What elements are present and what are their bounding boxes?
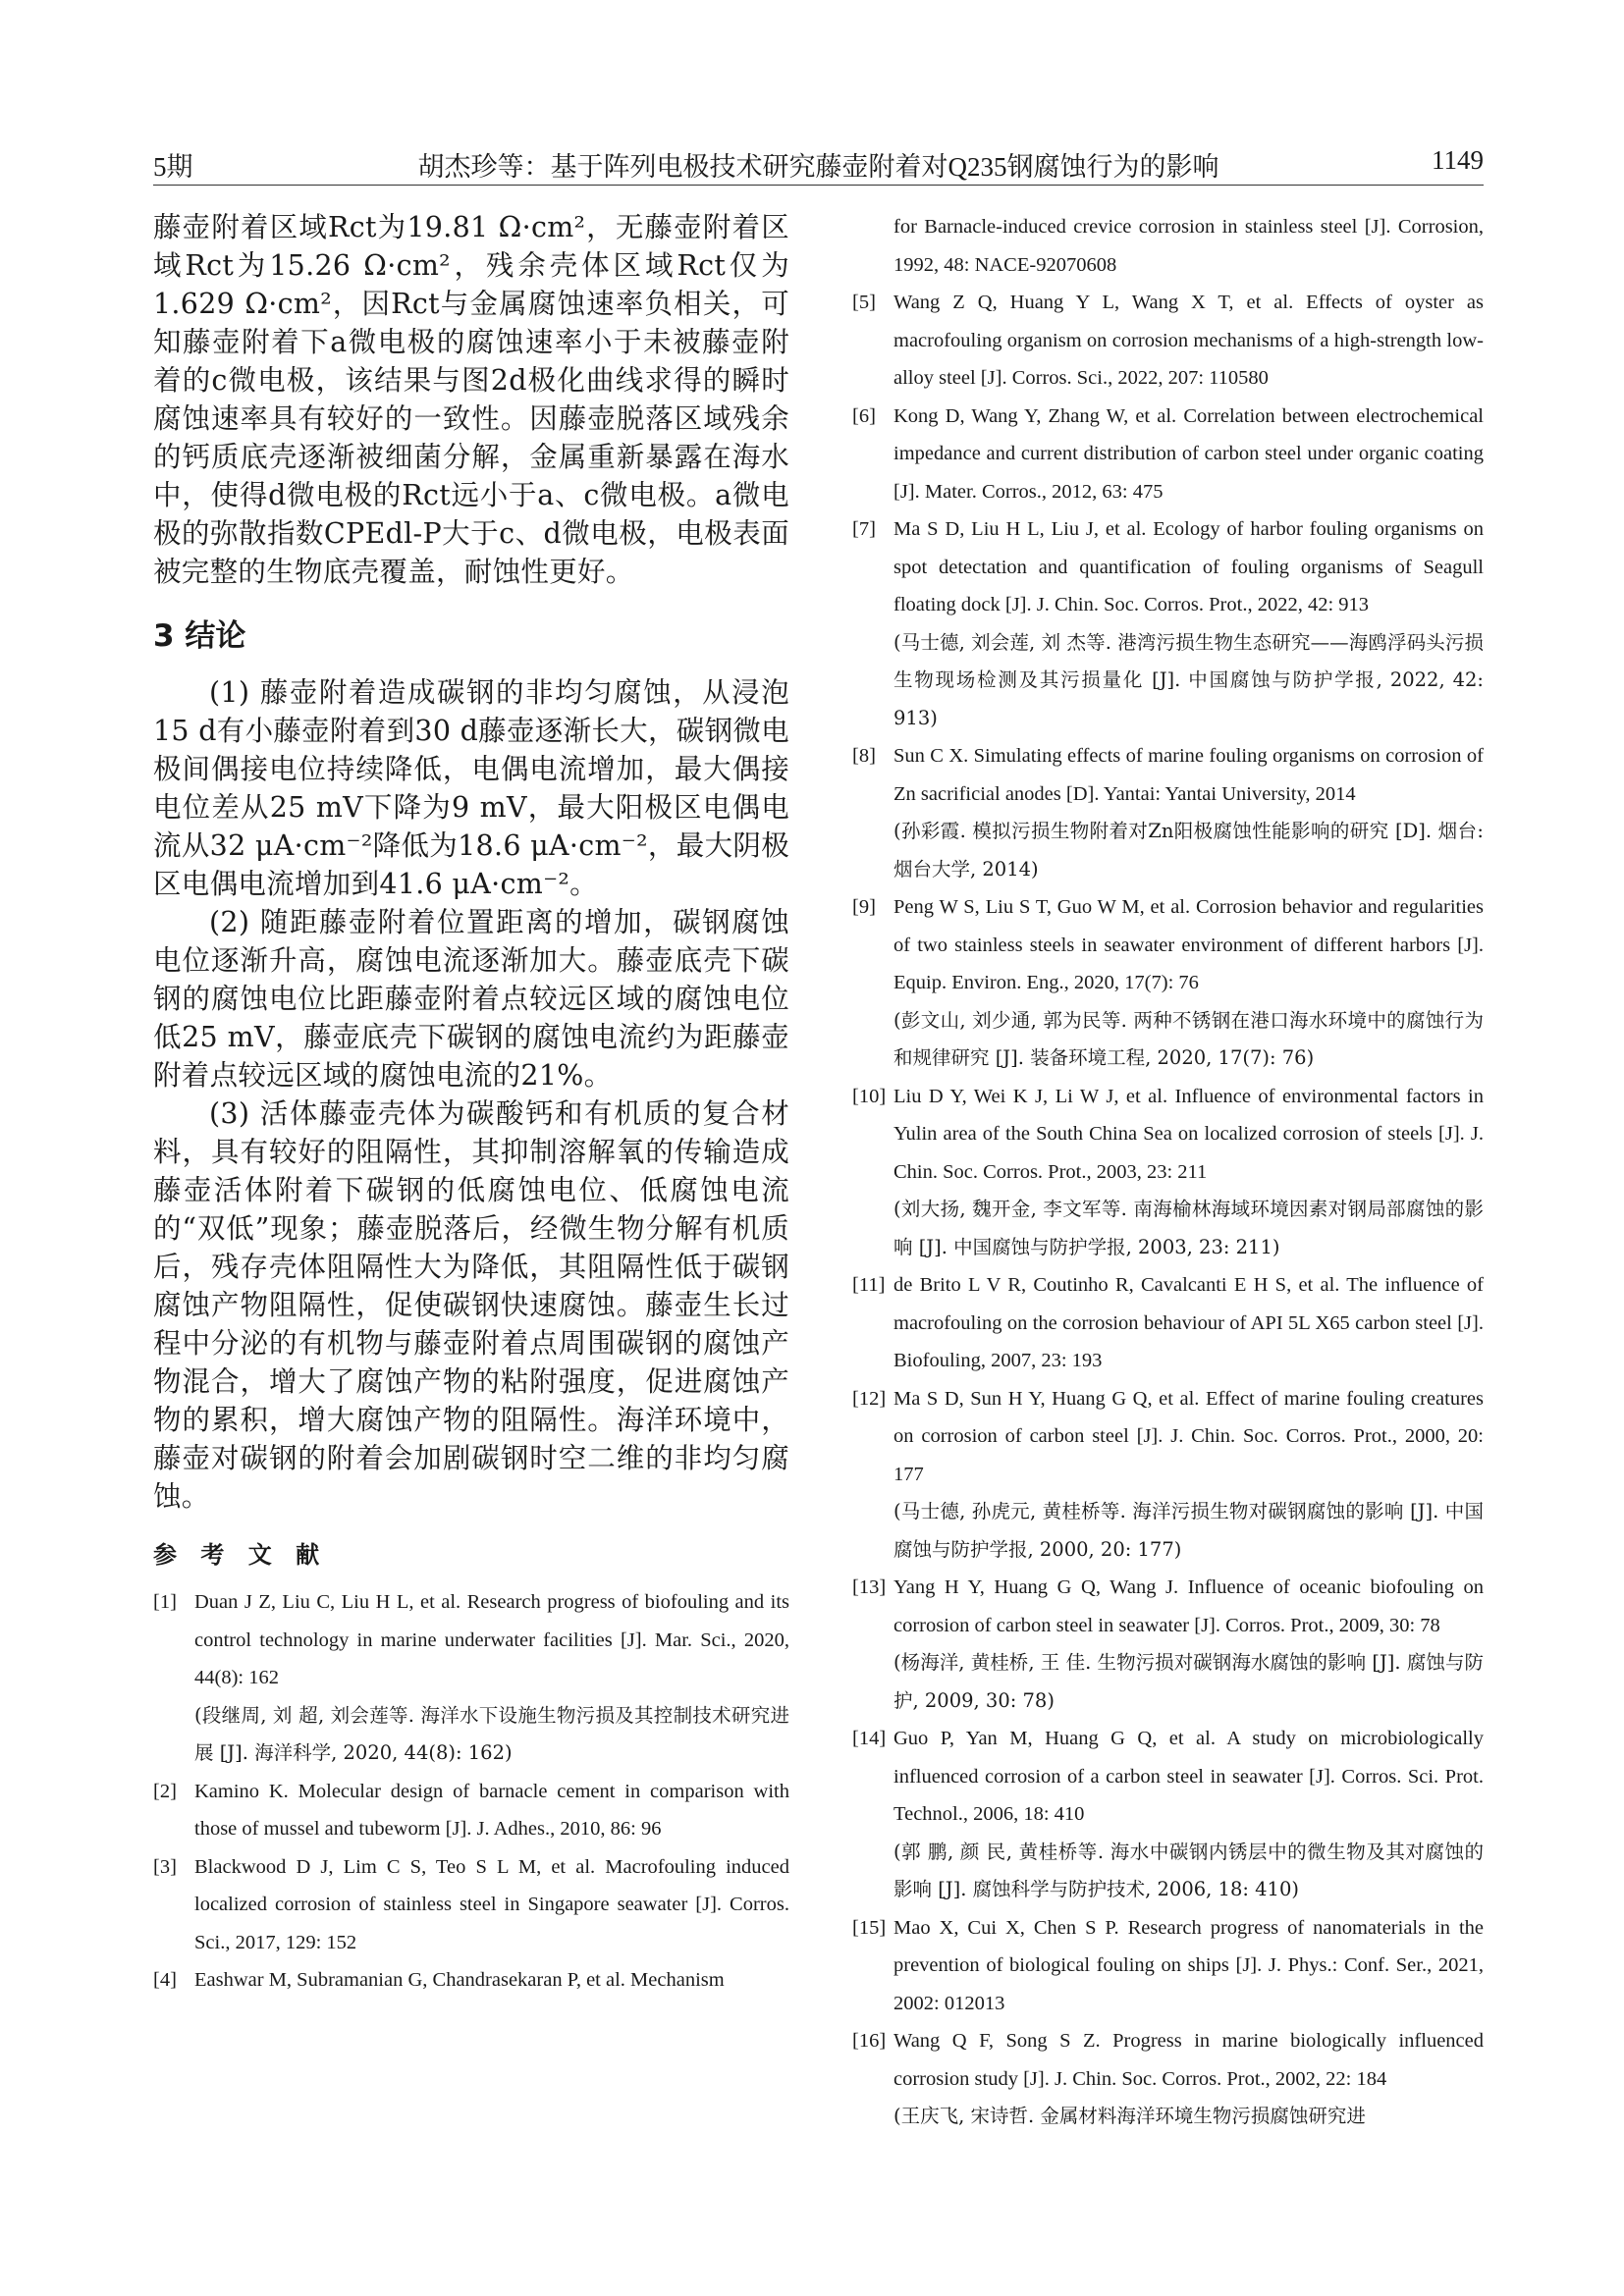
reference-text: Blackwood D J, Lim C S, Teo S L M, et al. Macrofouling induced localized corrosion of stainless steel in Singapore seawater [J]. Corros. Sci., 2017, 129: 152 [194, 1855, 789, 1953]
reference-number: [7] [852, 518, 876, 540]
reference-text: Ma S D, Liu H L, Liu J, et al. Ecology of harbor fouling organisms on spot detectation and quantification of fouling organisms of Seagull floating dock [J]. J. Chin. Soc. Corros. Prot., 2022, 42: 913 [893, 518, 1484, 615]
reference-text: Mao X, Cui X, Chen S P. Research progress of nanomaterials in the prevention of biological fouling on ships [J]. J. Phys.: Conf. Ser., 2021, 2002: 012013 [893, 1916, 1484, 2014]
page-number: 1149 [1432, 145, 1484, 175]
reference-number: [1] [153, 1591, 177, 1613]
reference-translation: (段继周, 刘 超, 刘会莲等. 海洋水下设施生物污损及其控制技术研究进展 [J]. 海洋科学, 2020, 44(8): 162) [194, 1703, 789, 1764]
section-title: 3 结论 [153, 618, 246, 654]
reference-number: [14] [852, 1728, 887, 1749]
running-title: 胡杰珍等：基于阵列电极技术研究藤壶附着对Q235钢腐蚀行为的影响 [417, 152, 1219, 182]
reference-item [153, 1583, 789, 1773]
reference-item [852, 1909, 1484, 2023]
reference-text: de Brito L V R, Coutinho R, Cavalcanti E H S, et al. The influence of macrofouling on the corrosion behaviour of API 5L X65 carbon steel [J]. Biofouling, 2007, 23: 193 [893, 1274, 1484, 1371]
left-column [153, 208, 789, 2000]
reference-item [852, 1380, 1484, 1570]
reference-item [852, 1720, 1484, 1909]
reference-item [852, 1569, 1484, 1720]
right-column [852, 208, 1484, 2136]
reference-text: Liu D Y, Wei K J, Li W J, et al. Influence of environmental factors in Yulin area of the South China Sea on localized corrosion of steels [J]. J. Chin. Soc. Corros. Prot., 2003, 23: 211 [893, 1085, 1484, 1183]
reference-number: [8] [852, 745, 876, 767]
reference-item [852, 284, 1484, 398]
reference-item [852, 2022, 1484, 2136]
header-rule [153, 185, 1484, 186]
reference-translation: (杨海洋, 黄桂桥, 王 佳. 生物污损对碳钢海水腐蚀的影响 [J]. 腐蚀与防护, 2009, 30: 78) [893, 1651, 1484, 1712]
reference-number: [6] [852, 404, 876, 427]
reference-text: Yang H Y, Huang G Q, Wang J. Influence of oceanic biofouling on corrosion of carbon steel in seawater [J]. Corros. Prot., 2009, 30: 78 [893, 1576, 1484, 1636]
reference-item [852, 1266, 1484, 1380]
reference-translation: (王庆飞, 宋诗哲. 金属材料海洋环境生物污损腐蚀研究进 [893, 2105, 1366, 2127]
reference-number: [16] [852, 2030, 887, 2052]
reference-item [153, 1848, 789, 1962]
reference-number: [5] [852, 292, 876, 313]
reference-text: Wang Q F, Song S Z. Progress in marine biologically influenced corrosion study [J]. J. Chin. Soc. Corros. Prot., 2002, 22: 184 [893, 2030, 1484, 2090]
reference-text: Sun C X. Simulating effects of marine fouling organisms on corrosion of Zn sacrificial anodes [D]. Yantai: Yantai University, 2014 [893, 745, 1484, 805]
reference-translation: (彭文山, 刘少通, 郭为民等. 两种不锈钢在港口海水环境中的腐蚀行为和规律研究 [J]. 装备环境工程, 2020, 17(7): 76) [893, 1008, 1484, 1069]
reference-number: [10] [852, 1085, 887, 1107]
body-paragraph: 藤壶附着区域Rct为19.81 Ω·cm²，无藤壶附着区域Rct为15.26 Ω·cm²，残余壳体区域Rct仅为1.629 Ω·cm²，因Rct与金属腐蚀速率负相关，可知藤壶附着下a微电极的腐蚀速率小于未被藤壶附着的c微电极，该结果与图2d极化曲线求得的瞬时腐蚀速率具有较好的一致性。因藤壶脱落区域残余的钙质底壳逐渐被细菌分解，金属重新暴露在海水中，使得d微电极的Rct远小于a、c微电极。a微电极的弥散指数CPEdl-P大于c、d微电极，电极表面被完整的生物底壳覆盖，耐蚀性更好。 [153, 211, 789, 588]
reference-text: Kamino K. Molecular design of barnacle cement in comparison with those of mussel and tubeworm [J]. J. Adhes., 2010, 86: 96 [194, 1780, 789, 1840]
reference-text: Ma S D, Sun H Y, Huang G Q, et al. Effect of marine fouling creatures on corrosion of carbon steel [J]. J. Chin. Soc. Corros. Prot., 2000, 20: 177 [893, 1387, 1484, 1485]
reference-translation: (马士德, 刘会莲, 刘 杰等. 港湾污损生物生态研究——海鸥浮码头污损生物现场检测及其污损量化 [J]. 中国腐蚀与防护学报, 2022, 42: 913) [893, 630, 1484, 729]
reference-text: Guo P, Yan M, Huang G Q, et al. A study on microbiologically influenced corrosion of a carbon steel in seawater [J]. Corros. Sci. Prot. Technol., 2006, 18: 410 [893, 1728, 1484, 1825]
reference-translation: (孙彩霞. 模拟污损生物附着对Zn阳极腐蚀性能影响的研究 [D]. 烟台: 烟台大学, 2014) [893, 820, 1484, 881]
reference-text: Peng W S, Liu S T, Guo W M, et al. Corrosion behavior and regularities of two stainless steels in seawater environment of different harbors [J]. Equip. Environ. Eng., 2020, 17(7): 76 [893, 896, 1484, 993]
reference-number: [3] [153, 1855, 177, 1878]
conclusion-paragraph: (1) 藤壶附着造成碳钢的非均匀腐蚀，从浸泡15 d有小藤壶附着到30 d藤壶逐渐长大，碳钢微电极间偶接电位持续降低，电偶电流增加，最大偶接电位差从25 mV下降为9 mV，最大阳极区电偶电流从32 μA·cm⁻²降低为18.6 μA·cm⁻²，最大阴极区电偶电流增加到41.6 μA·cm⁻²。 [153, 676, 789, 900]
reference-item [852, 737, 1484, 888]
reference-number: [15] [852, 1916, 887, 1939]
reference-item [852, 398, 1484, 511]
references-title: 参 考 文 献 [153, 1541, 328, 1569]
reference-item [153, 1773, 789, 1848]
reference-text: for Barnacle-induced crevice corrosion in stainless steel [J]. Corrosion, 1992, 48: NACE-92070608 [893, 216, 1484, 276]
conclusion-paragraph: (3) 活体藤壶壳体为碳酸钙和有机质的复合材料，具有较好的阻隔性，其抑制溶解氧的传输造成藤壶活体附着下碳钢的低腐蚀电位、低腐蚀电流的“双低”现象；藤壶脱落后，经微生物分解有机质后，残存壳体阻隔性大为降低，其阻隔性低于碳钢腐蚀产物阻隔性，促使碳钢快速腐蚀。藤壶生长过程中分泌的有机物与藤壶附着点周围碳钢的腐蚀产物混合，增大了腐蚀产物的粘附强度，促进腐蚀产物的累积，增大腐蚀产物的阻隔性。海洋环境中，藤壶对碳钢的附着会加剧碳钢时空二维的非均匀腐蚀。 [153, 1097, 789, 1513]
reference-item [852, 888, 1484, 1078]
reference-item [852, 510, 1484, 737]
reference-text: Eashwar M, Subramanian G, Chandrasekaran P, et al. Mechanism [194, 1969, 725, 1991]
reference-item [852, 1078, 1484, 1267]
reference-number: [4] [153, 1969, 177, 1991]
issue-label: 5期 [153, 152, 193, 182]
reference-number: [9] [852, 896, 876, 918]
reference-item [153, 1961, 789, 2000]
reference-continuation [852, 208, 1484, 284]
reference-text: Kong D, Wang Y, Zhang W, et al. Correlation between electrochemical impedance and current distribution of carbon steel under organic coating [J]. Mater. Corros., 2012, 63: 475 [893, 404, 1484, 503]
reference-translation: (马士德, 孙虎元, 黄桂桥等. 海洋污损生物对碳钢腐蚀的影响 [J]. 中国腐蚀与防护学报, 2000, 20: 177) [893, 1500, 1484, 1561]
reference-text: Duan J Z, Liu C, Liu H L, et al. Research progress of biofouling and its control technology in marine underwater facilities [J]. Mar. Sci., 2020, 44(8): 162 [194, 1591, 789, 1688]
reference-number: [13] [852, 1576, 887, 1598]
reference-number: [2] [153, 1780, 177, 1802]
page-header [153, 145, 1484, 185]
reference-number: [11] [852, 1274, 886, 1296]
reference-translation: (刘大扬, 魏开金, 李文军等. 南海榆林海域环境因素对钢局部腐蚀的影响 [J]. 中国腐蚀与防护学报, 2003, 23: 211) [893, 1198, 1484, 1258]
conclusion-paragraph: (2) 随距藤壶附着位置距离的增加，碳钢腐蚀电位逐渐升高，腐蚀电流逐渐加大。藤壶底壳下碳钢的腐蚀电位比距藤壶附着点较远区域的腐蚀电位低25 mV，藤壶底壳下碳钢的腐蚀电流约为距藤壶附着点较远区域的腐蚀电流的21%。 [153, 906, 789, 1092]
reference-text: Wang Z Q, Huang Y L, Wang X T, et al. Effects of oyster as macrofouling organism on corrosion mechanisms of a high-strength low-alloy steel [J]. Corros. Sci., 2022, 207: 110580 [893, 292, 1484, 389]
reference-list [153, 1583, 789, 2000]
reference-translation: (郭 鹏, 颜 民, 黄桂桥等. 海水中碳钢内锈层中的微生物及其对腐蚀的影响 [J]. 腐蚀科学与防护技术, 2006, 18: 410) [893, 1840, 1484, 1900]
reference-number: [12] [852, 1387, 887, 1410]
